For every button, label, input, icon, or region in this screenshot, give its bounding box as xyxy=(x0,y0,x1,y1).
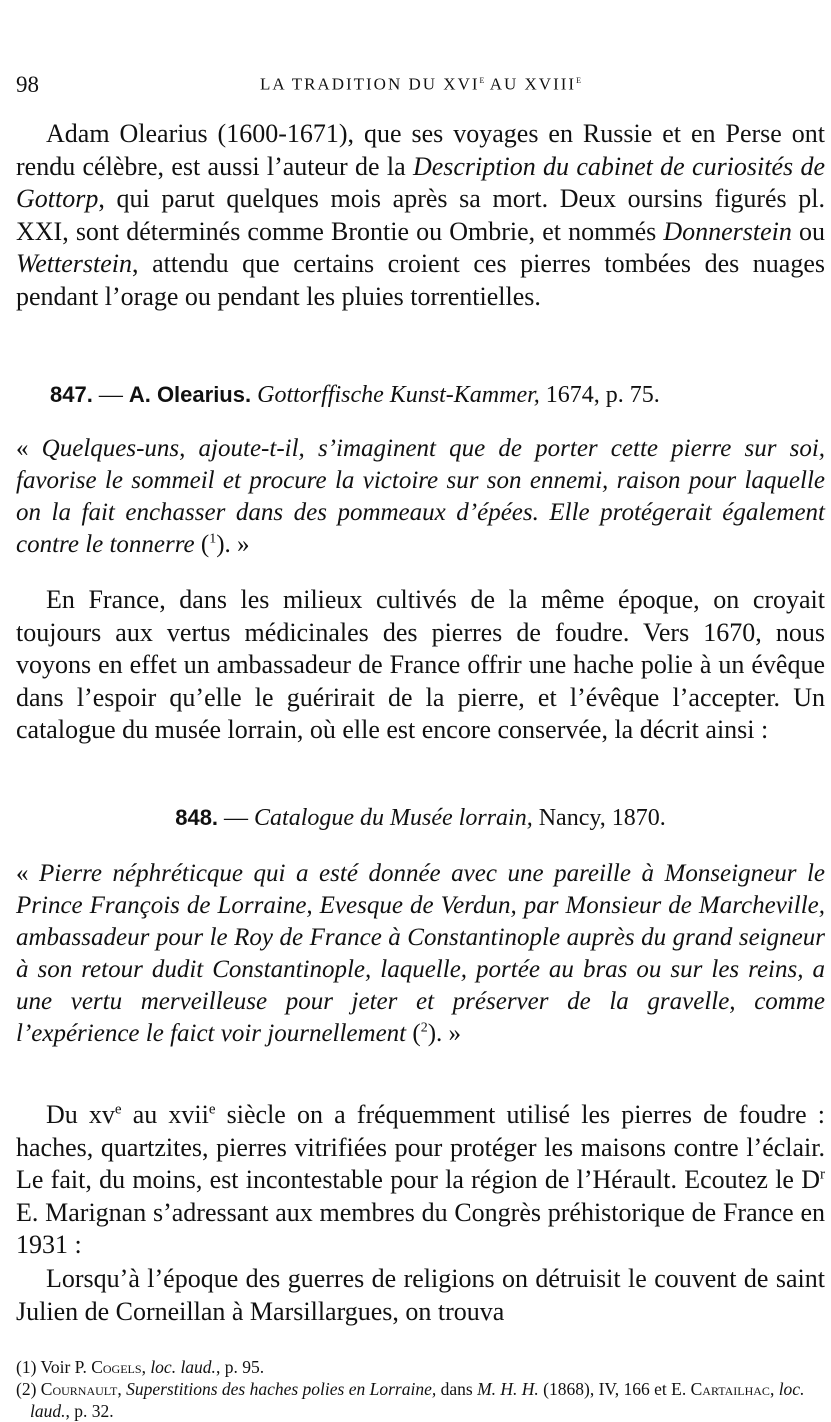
quote-848: « Pierre néphréticque qui a esté donnée avec une pareille à Monseigneur le Prince François de Lorraine, Evesque de Verdun, par Monsieur de Marcheville, ambassadeur pour le Roy de France à Constantinople auprès du grand seigneur à son retour dudit Constantinople, laquelle, portée au bras ou sur les reins, a une vertu merveilleuse pour jeter et préserver de la gravelle, comme l’expérience le faict voir journellement ($^2$). » xyxy=(16,860,825,1047)
paragraph-corneillan: Lorsqu’à l’époque des guerres de religions on détruisit le couvent de saint Julien de Corneillan à Marsillargues, on trouva xyxy=(16,1264,825,1326)
footnotes xyxy=(16,1356,825,1422)
running-title: LA TRADITION DU XVIe AU XVIIIe xyxy=(260,74,581,94)
footnote-1: (1) Voir P. Cogels, loc. laud., p. 95. xyxy=(16,1357,265,1377)
book-page xyxy=(16,0,825,1422)
footnote-ref-1[interactable]: 1 xyxy=(209,531,217,547)
footnote-ref-2[interactable]: 2 xyxy=(420,1020,428,1036)
citation-847: 847. — A. Olearius. Gottorffische Kunst-Kammer, 1674, p. 75. xyxy=(50,382,660,408)
footnote-2: (2) Cournault, Superstitions des haches polies en Lorraine, dans M. H. H. (1868), IV, 166 et E. Cartailhac, loc. laud., p. 32. xyxy=(16,1379,805,1421)
paragraph-olearius: Adam Olearius (1600-1671), que ses voyages en Russie et en Perse ont rendu célèbre, est aussi l’auteur de la Description du cabinet de curiosités de Gottorp, qui parut quelques mois après sa mort. Deux oursins figurés pl. XXI, sont déterminés comme Brontie ou Ombrie, et nommés Donnerstein ou Wetterstein, attendu que certains croient ces pierres tombées des nuages pendant l’orage ou pendant les pluies torrentielles. xyxy=(16,119,825,311)
citation-848: 848. — Catalogue du Musée lorrain, Nancy, 1870. xyxy=(175,805,666,831)
running-header xyxy=(16,72,825,102)
paragraph-herault: Du $xv^e$ au xvii$^e$ siècle on a fréquemment utilisé les pierres de foudre : haches, quartzites, pierres vitrifiées pour protéger les maisons contre l’éclair. Le fait, du moins, est incontestable pour la région de l’Hérault. Ecoutez le $D^r$ E. Marignan s’adressant aux membres du Congrès préhistorique de France en 1931 : xyxy=(16,1100,825,1259)
page-number: 98 xyxy=(16,72,39,97)
quote-847: « Quelques-uns, ajoute-t-il, s’imaginent que de porter cette pierre sur soi, favorise le sommeil et procure la victoire sur son ennemi, raison pour laquelle on la fait enchasser dans des pommeaux d’épées. Elle protégerait également contre le tonnerre ($^1$). » xyxy=(16,435,826,558)
paragraph-france: En France, dans les milieux cultivés de la même époque, on croyait toujours aux vertus médicinales des pierres de foudre. Vers 1670, nous voyons en effet un ambassadeur de France offrir une hache polie à un évêque dans l’espoir qu’elle le guérirait de la pierre, et l’évêque l’accepter. Un catalogue du musée lorrain, où elle est encore conservée, la décrit ainsi : xyxy=(16,585,825,744)
